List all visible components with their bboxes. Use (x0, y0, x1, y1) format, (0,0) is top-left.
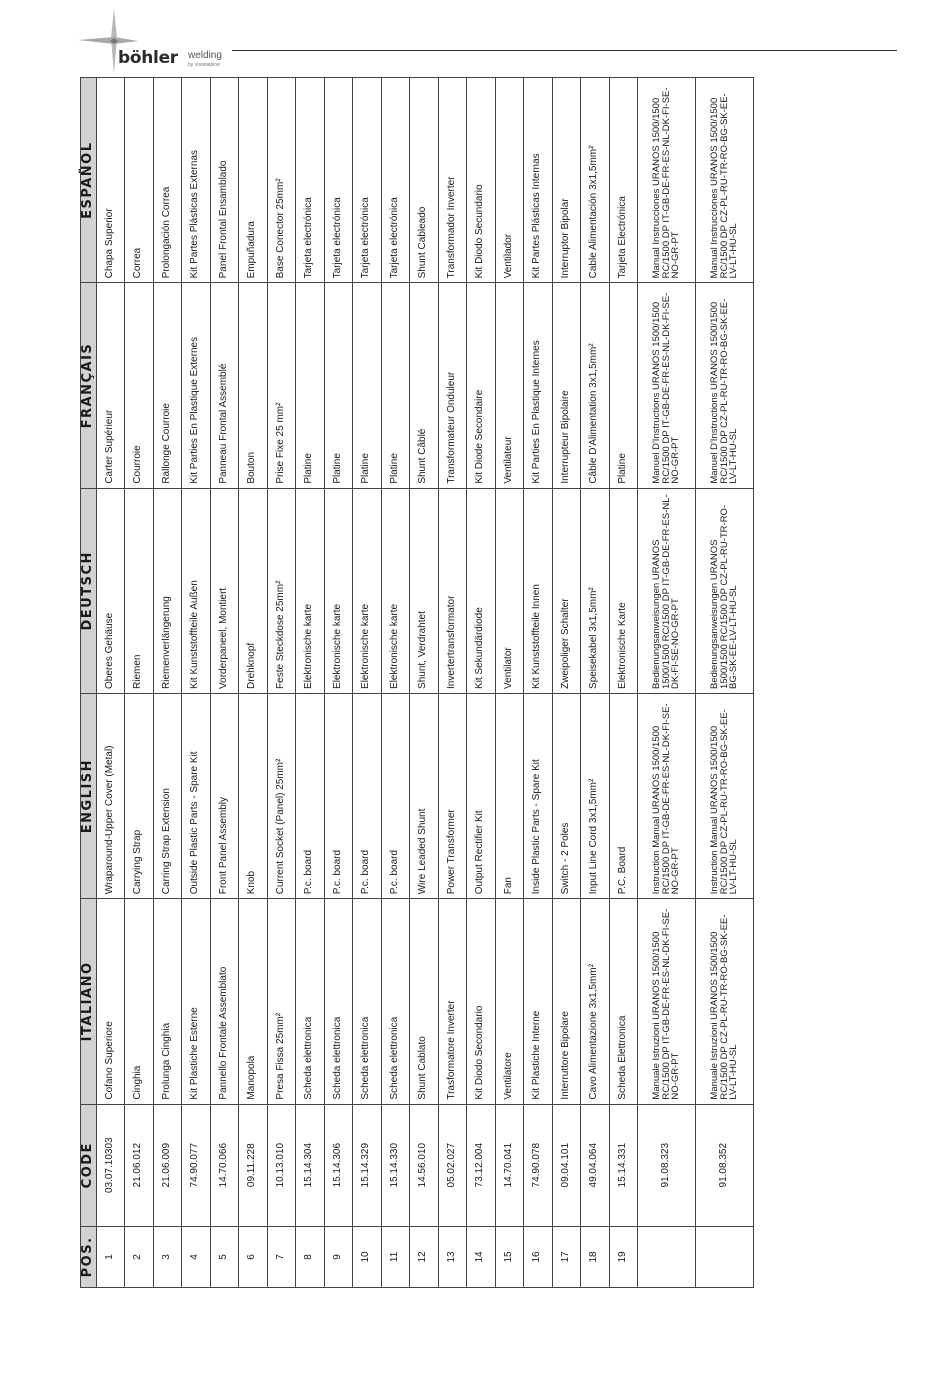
cell-espanol: Kit Diodo Secundario (467, 78, 496, 283)
cell-italiano: Kit Plastiche Interne (524, 899, 553, 1104)
logo-brand-text: böhler (118, 48, 178, 68)
cell-english: Fan (495, 693, 524, 898)
cell-english: Output Rectifier Kit (467, 693, 496, 898)
cell-english: Front Panel Assembly (210, 693, 239, 898)
cell-english: Switch - 2 Poles (552, 693, 581, 898)
cell-francais: Câble D'Alimentation 3x1,5mm² (581, 283, 610, 488)
cell-pos: 16 (524, 1226, 553, 1287)
cell-code: 09.04.101 (552, 1104, 581, 1226)
cell-deutsch: Kit Sekundärdiode (467, 488, 496, 693)
cell-pos: 4 (182, 1226, 211, 1287)
cell-espanol: Kit Partes Plásticas Internas (524, 78, 553, 283)
cell-francais: Rallonge Courroie (153, 283, 182, 488)
cell-pos: 10 (353, 1226, 382, 1287)
cell-pos: 9 (324, 1226, 353, 1287)
cell-italiano: Manuale Istruzioni URANOS 1500/1500 RC/1500 DP IT-GB-DE-FR-ES-NL-DK-FI-SE-NO-GR-PT (638, 899, 696, 1104)
cell-pos: 18 (581, 1226, 610, 1287)
cell-francais: Manuel D'Instructions URANOS 1500/1500 RC/1500 DP CZ-PL-RU-TR-RO-BG-SK-EE-LV-LT-HU-SL (696, 283, 754, 488)
cell-code: 74.90.078 (524, 1104, 553, 1226)
cell-espanol: Empuñadura (239, 78, 268, 283)
cell-francais: Prise Fixe 25 mm² (267, 283, 296, 488)
cell-espanol: Manual Instrucciones URANOS 1500/1500 RC/1500 DP CZ-PL-RU-TR-RO-BG-SK-EE-LV-LT-HU-SL (696, 78, 754, 283)
cell-francais: Platine (609, 283, 638, 488)
cell-italiano: Manuale Istruzioni URANOS 1500/1500 RC/1500 DP CZ-PL-RU-TR-RO-BG-SK-EE-LV-LT-HU-SL (696, 899, 754, 1104)
table-row (153, 78, 182, 1288)
cell-espanol: Ventilador (495, 78, 524, 283)
table-row (696, 78, 754, 1288)
cell-code: 15.14.306 (324, 1104, 353, 1226)
cell-italiano: Pannello Frontale Assemblato (210, 899, 239, 1104)
cell-italiano: Prolunga Cinghia (153, 899, 182, 1104)
header-english: ENGLISH (81, 693, 97, 898)
cell-deutsch: Elektronische Karte (609, 488, 638, 693)
cell-code: 49.04.064 (581, 1104, 610, 1226)
cell-pos (696, 1226, 754, 1287)
parts-table-rotated (80, 77, 753, 1288)
cell-english: P.c. board (353, 693, 382, 898)
cell-deutsch: Vorderpaneel, Montiert (210, 488, 239, 693)
cell-espanol: Cable Alimentación 3x1,5mm² (581, 78, 610, 283)
cell-code: 15.14.330 (381, 1104, 410, 1226)
cell-francais: Interrupteur Bipolaire (552, 283, 581, 488)
cell-code: 91.08.352 (696, 1104, 754, 1226)
table-row (125, 78, 154, 1288)
cell-italiano: Cofano Superiore (96, 899, 125, 1104)
cell-english: Carring Strap Extension (153, 693, 182, 898)
cell-english: P.c. board (381, 693, 410, 898)
cell-espanol: Correa (125, 78, 154, 283)
cell-espanol: Kit Partes Plásticas Externas (182, 78, 211, 283)
table-row (581, 78, 610, 1288)
cell-pos: 19 (609, 1226, 638, 1287)
cell-deutsch: Ventilator (495, 488, 524, 693)
cell-espanol: Base Conector 25mm² (267, 78, 296, 283)
cell-espanol: Prolongación Correa (153, 78, 182, 283)
table-row (467, 78, 496, 1288)
table-row (353, 78, 382, 1288)
cell-pos: 3 (153, 1226, 182, 1287)
cell-espanol: Manual Instrucciones URANOS 1500/1500 RC/1500 DP IT-GB-DE-FR-ES-NL-DK-FI-SE-NO-GR-PT (638, 78, 696, 283)
table-row (381, 78, 410, 1288)
cell-italiano: Kit Plastiche Esterne (182, 899, 211, 1104)
cell-italiano: Manopola (239, 899, 268, 1104)
parts-table (80, 77, 754, 1288)
cell-english: Input Line Cord 3x1,5mm² (581, 693, 610, 898)
brand-logo (78, 8, 238, 74)
cell-english: Current Socket (Panel) 25mm² (267, 693, 296, 898)
cell-francais: Panneau Frontal Assemblé (210, 283, 239, 488)
cell-english: Instruction Manual URANOS 1500/1500 RC/1500 DP IT-GB-DE-FR-ES-NL-DK-FI-SE-NO-GR-PT (638, 693, 696, 898)
header-divider (232, 50, 897, 51)
cell-italiano: Scheda elettronica (381, 899, 410, 1104)
cell-pos: 12 (410, 1226, 439, 1287)
cell-italiano: Shunt Cablato (410, 899, 439, 1104)
cell-francais: Carter Supérieur (96, 283, 125, 488)
cell-italiano: Presa Fissa 25mm² (267, 899, 296, 1104)
cell-espanol: Interruptor Bipolar (552, 78, 581, 283)
table-row (438, 78, 467, 1288)
cell-deutsch: Elektronische karte (381, 488, 410, 693)
cell-francais: Platine (353, 283, 382, 488)
cell-francais: Shunt Câblé (410, 283, 439, 488)
cell-italiano: Scheda elettronica (324, 899, 353, 1104)
table-row (324, 78, 353, 1288)
cell-code: 14.70.041 (495, 1104, 524, 1226)
cell-italiano: Cavo Alimentazione 3x1,5mm² (581, 899, 610, 1104)
cell-english: Wire Leaded Shunt (410, 693, 439, 898)
table-header-row (81, 78, 97, 1288)
cell-deutsch: Kit Kunststoffteile Innen (524, 488, 553, 693)
cell-english: P.C. Board (609, 693, 638, 898)
cell-code: 05.02.027 (438, 1104, 467, 1226)
header-deutsch: DEUTSCH (81, 488, 97, 693)
cell-deutsch: Feste Steckdose 25mm² (267, 488, 296, 693)
cell-deutsch: Elektronische karte (296, 488, 325, 693)
cell-code: 09.11.228 (239, 1104, 268, 1226)
table-row (96, 78, 125, 1288)
cell-espanol: Tarjeta electrónica (324, 78, 353, 283)
cell-espanol: Transformador Inverter (438, 78, 467, 283)
cell-italiano: Scheda elettronica (296, 899, 325, 1104)
cell-deutsch: Zweipoliger Schalter (552, 488, 581, 693)
cell-code: 03.07.10303 (96, 1104, 125, 1226)
cell-english: Power Transformer (438, 693, 467, 898)
table-row (410, 78, 439, 1288)
cell-english: Instruction Manual URANOS 1500/1500 RC/1500 DP CZ-PL-RU-TR-RO-BG-SK-EE-LV-LT-HU-SL (696, 693, 754, 898)
cell-code: 15.14.304 (296, 1104, 325, 1226)
cell-code: 91.08.323 (638, 1104, 696, 1226)
cell-francais: Ventilateur (495, 283, 524, 488)
cell-deutsch: Elektronische karte (353, 488, 382, 693)
table-row (524, 78, 553, 1288)
cell-pos: 17 (552, 1226, 581, 1287)
cell-code: 15.14.331 (609, 1104, 638, 1226)
cell-deutsch: Riemen (125, 488, 154, 693)
cell-code: 14.56.010 (410, 1104, 439, 1226)
cell-deutsch: Speisekabel 3x1,5mm² (581, 488, 610, 693)
cell-code: 21.06.009 (153, 1104, 182, 1226)
cell-pos: 6 (239, 1226, 268, 1287)
cell-italiano: Scheda elettronica (353, 899, 382, 1104)
cell-pos: 2 (125, 1226, 154, 1287)
table-row (182, 78, 211, 1288)
cell-english: P.c. board (296, 693, 325, 898)
logo-tagline-text: by voestalpine (188, 62, 220, 68)
cell-code: 74.90.077 (182, 1104, 211, 1226)
cell-deutsch: Drehknopf (239, 488, 268, 693)
cell-pos: 11 (381, 1226, 410, 1287)
cell-code: 15.14.329 (353, 1104, 382, 1226)
cell-espanol: Tarjeta electrónica (381, 78, 410, 283)
table-row (495, 78, 524, 1288)
cell-pos (638, 1226, 696, 1287)
cell-deutsch: Bedienungsanweisungen URANOS 1500/1500 RC/1500 DP CZ-PL-RU-TR-RO-BG-SK-EE-LV-LT-HU-SL (696, 488, 754, 693)
cell-italiano: Interruttore Bipolare (552, 899, 581, 1104)
cell-italiano: Scheda Elettronica (609, 899, 638, 1104)
cell-espanol: Chapa Superior (96, 78, 125, 283)
cell-english: Knob (239, 693, 268, 898)
cell-italiano: Ventilatore (495, 899, 524, 1104)
cell-italiano: Cinghia (125, 899, 154, 1104)
cell-deutsch: Bedienungsanweisungen URANOS 1500/1500 RC/1500 DP IT-GB-DE-FR-ES-NL-DK-FI-SE-NO-GR-PT (638, 488, 696, 693)
table-row (239, 78, 268, 1288)
header-code: CODE (81, 1104, 97, 1226)
cell-pos: 13 (438, 1226, 467, 1287)
header-pos: POS. (81, 1226, 97, 1287)
cell-francais: Platine (296, 283, 325, 488)
table-row (296, 78, 325, 1288)
cell-deutsch: Riemenverlängerung (153, 488, 182, 693)
cell-espanol: Tarjeta Electrónica (609, 78, 638, 283)
cell-english: Outside Plastic Parts - Spare Kit (182, 693, 211, 898)
header-espanol: ESPAÑOL (81, 78, 97, 283)
header-italiano: ITALIANO (81, 899, 97, 1104)
cell-francais: Platine (381, 283, 410, 488)
cell-code: 21.06.012 (125, 1104, 154, 1226)
cell-pos: 1 (96, 1226, 125, 1287)
table-row (267, 78, 296, 1288)
cell-francais: Courroie (125, 283, 154, 488)
table-row (609, 78, 638, 1288)
cell-pos: 14 (467, 1226, 496, 1287)
cell-english: Wraparound-Upper Cover (Metal) (96, 693, 125, 898)
cell-pos: 5 (210, 1226, 239, 1287)
cell-code: 14.70.066 (210, 1104, 239, 1226)
cell-code: 73.12.004 (467, 1104, 496, 1226)
table-row (638, 78, 696, 1288)
cell-deutsch: Oberes Gehäuse (96, 488, 125, 693)
cell-francais: Kit Parties En Plastique Externes (182, 283, 211, 488)
cell-english: P.c. board (324, 693, 353, 898)
cell-pos: 7 (267, 1226, 296, 1287)
table-row (552, 78, 581, 1288)
cell-espanol: Panel Frontal Ensamblado (210, 78, 239, 283)
cell-deutsch: Shunt, Verdrahtet (410, 488, 439, 693)
cell-pos: 8 (296, 1226, 325, 1287)
cell-deutsch: Kit Kunststoffteile Außen (182, 488, 211, 693)
cell-deutsch: Elektronische karte (324, 488, 353, 693)
cell-francais: Transformateur Onduleur (438, 283, 467, 488)
header-francais: FRANÇAIS (81, 283, 97, 488)
cell-francais: Kit Diode Secondaire (467, 283, 496, 488)
cell-francais: Platine (324, 283, 353, 488)
cell-francais: Kit Parties En Plastique Internes (524, 283, 553, 488)
cell-francais: Bouton (239, 283, 268, 488)
cell-deutsch: Invertertransformator (438, 488, 467, 693)
cell-espanol: Tarjeta electrónica (353, 78, 382, 283)
cell-code: 10.13.010 (267, 1104, 296, 1226)
logo-suffix-text: welding (188, 50, 222, 61)
cell-espanol: Tarjeta electrónica (296, 78, 325, 283)
cell-italiano: Kit Diodo Secondario (467, 899, 496, 1104)
cell-pos: 15 (495, 1226, 524, 1287)
cell-francais: Manuel D'Instructions URANOS 1500/1500 RC/1500 DP IT-GB-DE-FR-ES-NL-DK-FI-SE-NO-GR-PT (638, 283, 696, 488)
cell-italiano: Trasformatore Inverter (438, 899, 467, 1104)
cell-english: Carrying Strap (125, 693, 154, 898)
cell-espanol: Shunt Cableado (410, 78, 439, 283)
cell-english: Inside Plastic Parts - Spare Kit (524, 693, 553, 898)
table-row (210, 78, 239, 1288)
